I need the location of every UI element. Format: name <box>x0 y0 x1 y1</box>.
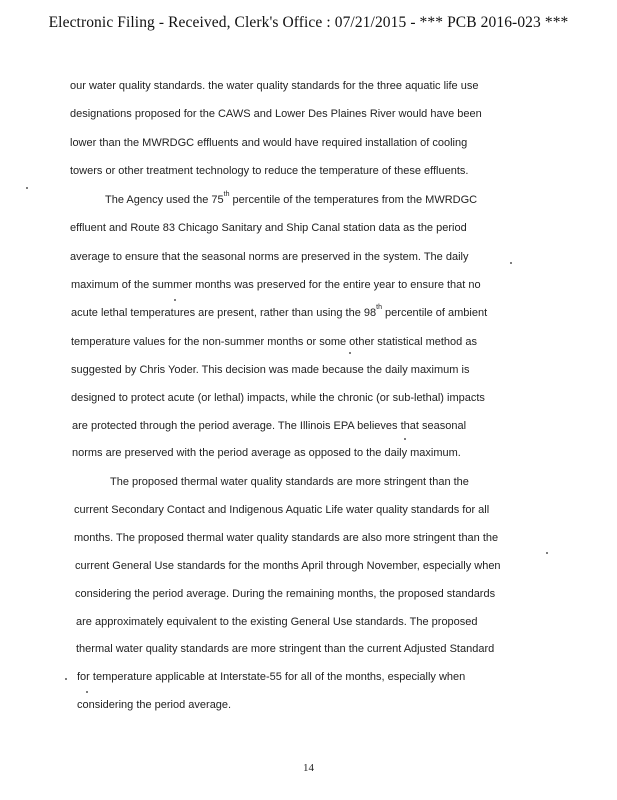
text-run: percentile of ambient <box>381 307 488 319</box>
body-line: lower than the MWRDGC effluents and would have required installation of cooling <box>70 137 468 149</box>
scan-speck <box>404 438 406 440</box>
page-number: 14 <box>303 762 314 774</box>
body-line: designations proposed for the CAWS and Lower Des Plaines River would have been <box>70 108 482 120</box>
body-line: our water quality standards. the water quality standards for the three aquatic life use <box>70 80 479 92</box>
body-line: considering the period average. During the remaining months, the proposed standards <box>75 588 496 600</box>
body-line: The proposed thermal water quality standards are more stringent than the <box>110 476 469 488</box>
text-run: acute lethal temperatures are present, rather than using the 98 <box>71 307 377 319</box>
body-line: suggested by Chris Yoder. This decision was made because the daily maximum is <box>71 364 470 376</box>
body-line: current Secondary Contact and Indigenous Aquatic Life water quality standards for all <box>74 504 490 516</box>
body-line: thermal water quality standards are more stringent than the current Adjusted Standard <box>76 643 495 655</box>
body-line: current General Use standards for the months April through November, especially when <box>75 560 501 572</box>
ordinal-superscript: th <box>223 191 230 198</box>
body-line: designed to protect acute (or lethal) impacts, while the chronic (or sub-lethal) impacts <box>71 392 485 404</box>
body-line: maximum of the summer months was preserved for the entire year to ensure that no <box>71 279 481 291</box>
scan-speck <box>349 352 351 354</box>
body-line: are approximately equivalent to the existing General Use standards. The proposed <box>76 616 478 628</box>
body-line <box>71 304 488 319</box>
scan-speck <box>26 187 28 189</box>
body-line: temperature values for the non-summer months or some other statistical method as <box>71 336 477 348</box>
text-run: percentile of the temperatures from the MWRDGC <box>229 194 478 206</box>
body-line: for temperature applicable at Interstate-55 for all of the months, especially when <box>77 671 466 683</box>
body-line: towers or other treatment technology to reduce the temperature of these effluents. <box>70 165 469 177</box>
scan-speck <box>174 299 176 301</box>
body-line: are protected through the period average. The Illinois EPA believes that seasonal <box>72 420 467 432</box>
ordinal-superscript: th <box>376 304 382 311</box>
body-line: average to ensure that the seasonal norms are preserved in the system. The daily <box>70 251 469 263</box>
body-line: effluent and Route 83 Chicago Sanitary and Ship Canal station data as the period <box>70 222 467 234</box>
scan-speck <box>65 678 67 680</box>
body-line: months. The proposed thermal water quality standards are also more stringent than the <box>74 532 499 544</box>
scan-speck <box>510 262 512 264</box>
filing-header: Electronic Filing - Received, Clerk's Office : 07/21/2015 - *** PCB 2016-023 *** <box>48 14 569 31</box>
text-run: The Agency used the 75 <box>105 194 224 206</box>
scan-speck <box>86 691 88 693</box>
scan-speck <box>546 552 548 554</box>
body-line: considering the period average. <box>77 699 232 711</box>
body-line <box>105 191 478 206</box>
body-line: norms are preserved with the period average as opposed to the daily maximum. <box>72 447 461 459</box>
